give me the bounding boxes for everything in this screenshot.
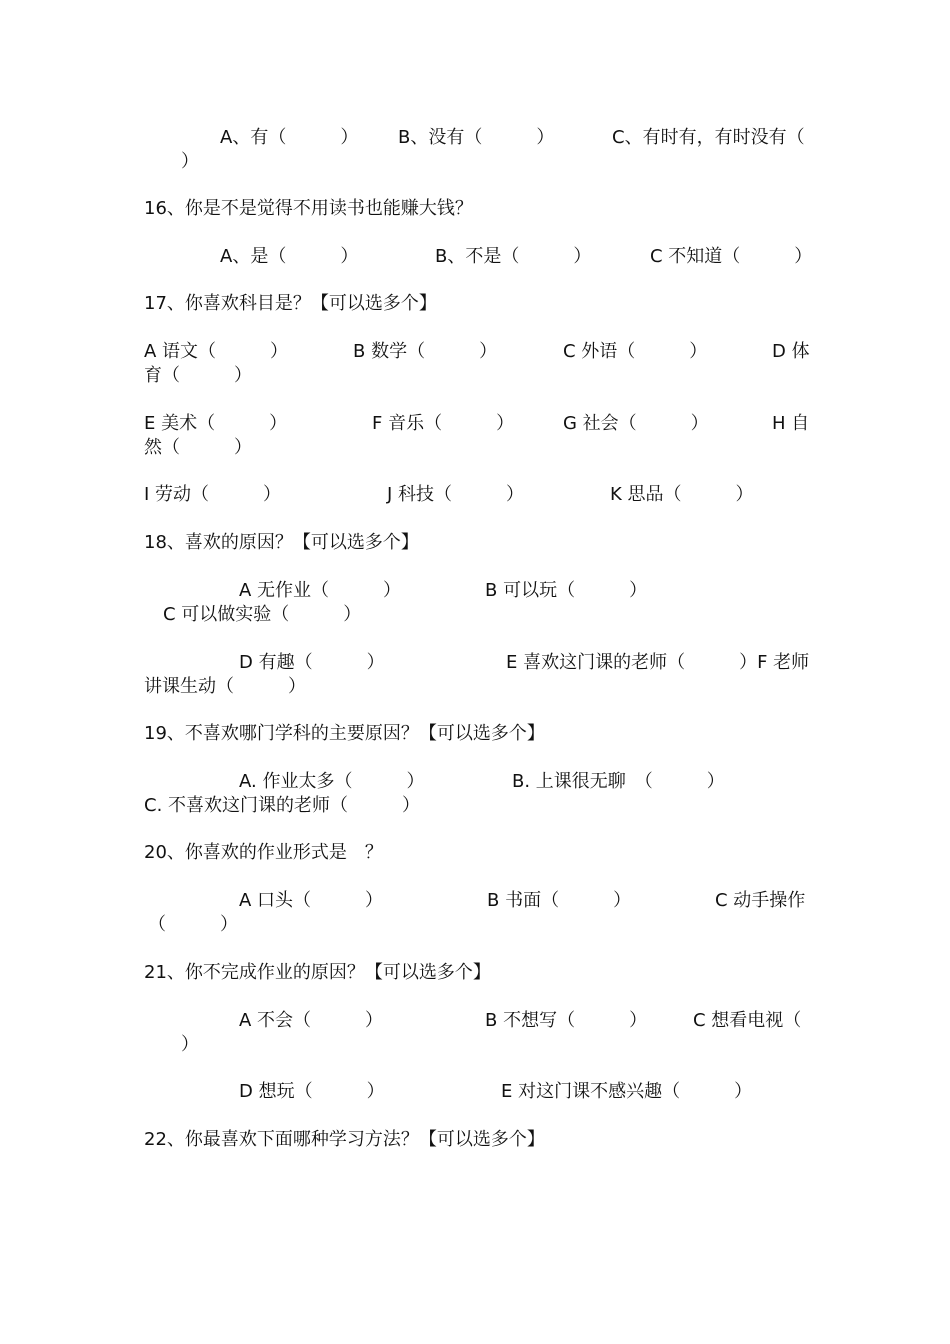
q17-question: 17、你喜欢科目是？【可以选多个】 <box>144 293 437 314</box>
q20-question: 20、你喜欢的作业形式是 ？ <box>144 842 383 863</box>
q17-option-i: I 劳动（ ） <box>144 484 282 505</box>
q16-option-c: C 不知道（ ） <box>650 246 813 267</box>
q17-option-h: H 自 <box>772 413 810 434</box>
q22-question: 22、你最喜欢下面哪种学习方法？【可以选多个】 <box>144 1129 545 1150</box>
q17-option-g: G 社会（ ） <box>563 413 709 434</box>
q17-option-e: E 美术（ ） <box>144 413 288 434</box>
q21-option-d: D 想玩（ ） <box>239 1081 385 1102</box>
q17-option-b: B 数学（ ） <box>353 341 498 362</box>
q16-option-b: B、不是（ ） <box>435 246 592 267</box>
q18-option-d: D 有趣（ ） <box>239 652 385 673</box>
q21-option-b: B 不想写（ ） <box>485 1010 648 1031</box>
q17-option-k: K 思品（ ） <box>610 484 754 505</box>
q17-option-d-cont: 育（ ） <box>144 365 252 386</box>
q20-option-c-cont: （ ） <box>148 914 238 935</box>
q18-option-e: E 喜欢这门课的老师（ ）F 老师 <box>506 652 810 673</box>
q19-option-b: B. 上课很无聊 （ ） <box>512 771 725 792</box>
q20-option-a: A 口头（ ） <box>239 890 384 911</box>
q16-option-a: A、是（ ） <box>220 246 359 267</box>
q21-option-c: C 想看电视（ <box>693 1010 802 1031</box>
q15-option-a: A、有（ ） <box>220 127 359 148</box>
q15-option-b: B、没有（ ） <box>398 127 555 148</box>
q21-option-a: A 不会（ ） <box>239 1010 384 1031</box>
q16-question: 16、你是不是觉得不用读书也能赚大钱？ <box>144 198 473 219</box>
q19-option-c: C. 不喜欢这门课的老师（ ） <box>144 795 421 816</box>
q19-option-a: A. 作业太多（ ） <box>239 771 425 792</box>
q19-question: 19、不喜欢哪门学科的主要原因？【可以选多个】 <box>144 723 545 744</box>
q20-option-c: C 动手操作 <box>715 890 806 911</box>
q17-option-h-cont: 然（ ） <box>144 437 252 458</box>
q18-option-a: A 无作业（ ） <box>239 580 402 601</box>
q20-option-b: B 书面（ ） <box>487 890 632 911</box>
q18-option-c: C 可以做实验（ ） <box>163 604 362 625</box>
q17-option-f: F 音乐（ ） <box>372 413 515 434</box>
q17-option-j: J 科技（ ） <box>387 484 525 505</box>
q17-option-d: D 体 <box>772 341 810 362</box>
q15-option-c: C、有时有，有时没有（ <box>612 127 805 148</box>
q18-question: 18、喜欢的原因？【可以选多个】 <box>144 532 419 553</box>
q17-option-a: A 语文（ ） <box>144 341 289 362</box>
q17-option-c: C 外语（ ） <box>563 341 708 362</box>
q18-option-f-cont: 讲课生动（ ） <box>144 676 306 697</box>
q21-question: 21、你不完成作业的原因？【可以选多个】 <box>144 962 491 983</box>
q21-option-c-cont: ） <box>181 1034 199 1055</box>
q15-option-c-cont: ） <box>181 151 199 172</box>
q21-option-e: E 对这门课不感兴趣（ ） <box>501 1081 753 1102</box>
q18-option-b: B 可以玩（ ） <box>485 580 648 601</box>
